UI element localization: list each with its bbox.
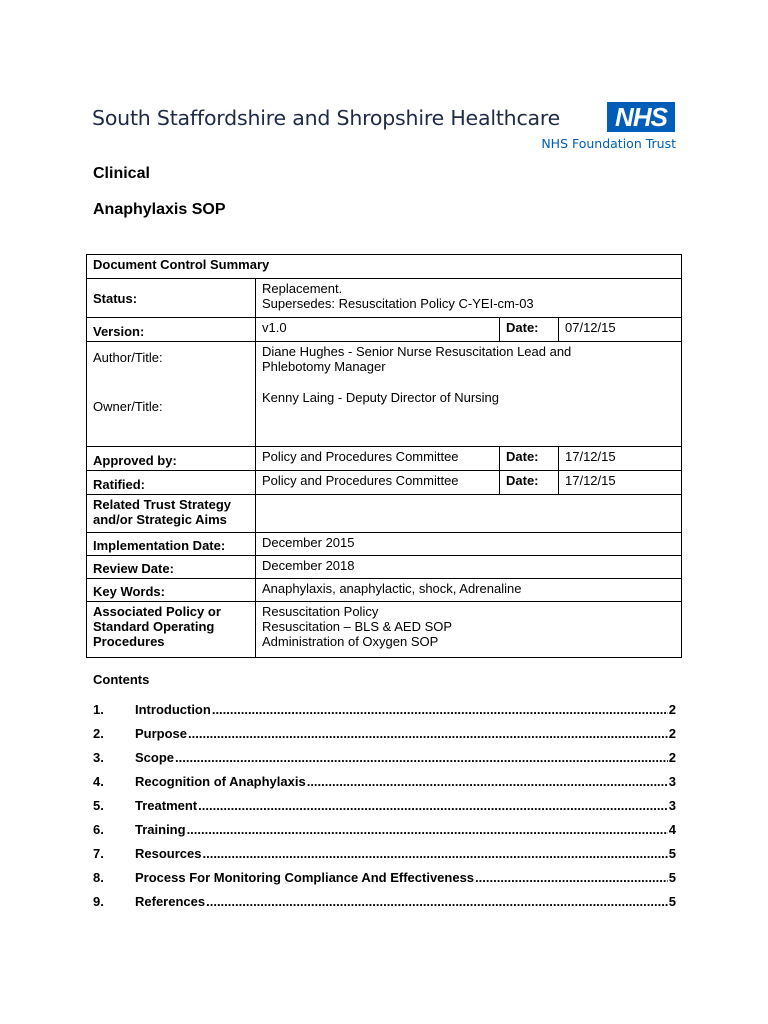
toc-leader — [187, 822, 668, 837]
toc-title: Purpose — [135, 726, 188, 741]
review-label: Review Date: — [87, 556, 256, 579]
control-heading: Document Control Summary — [87, 255, 682, 279]
approved-date-label: Date: — [500, 447, 559, 471]
approved-label: Approved by: — [87, 447, 256, 471]
toc-page: 2 — [668, 726, 676, 741]
toc-page: 3 — [668, 774, 676, 789]
toc-number: 1. — [93, 702, 104, 717]
toc-number: 9. — [93, 894, 104, 909]
status-value — [256, 279, 682, 318]
ratified-date-label: Date: — [500, 471, 559, 495]
approved-date-value: 17/12/15 — [559, 447, 682, 471]
toc-number: 7. — [93, 846, 104, 861]
toc-entry[interactable] — [93, 798, 676, 822]
toc-entry[interactable] — [93, 870, 676, 894]
table-of-contents — [93, 702, 676, 918]
author-owner-values — [256, 342, 682, 447]
approved-value: Policy and Procedures Committee — [256, 447, 500, 471]
toc-number: 6. — [93, 822, 104, 837]
toc-number: 3. — [93, 750, 104, 765]
document-header — [92, 98, 676, 158]
author-owner-labels — [87, 342, 256, 447]
toc-leader — [206, 894, 668, 909]
document-title: Anaphylaxis SOP — [93, 201, 226, 218]
trust-name: NHS Foundation Trust — [541, 136, 676, 151]
toc-number: 2. — [93, 726, 104, 741]
toc-number: 4. — [93, 774, 104, 789]
toc-page: 5 — [668, 870, 676, 885]
nhs-logo: NHS — [607, 102, 675, 132]
toc-title: Scope — [135, 750, 175, 765]
version-value: v1.0 — [256, 318, 500, 342]
associated-item: Administration of Oxygen SOP — [262, 634, 439, 649]
document-control-table — [86, 254, 682, 658]
toc-leader — [307, 774, 668, 789]
status-line-1: Replacement. — [262, 281, 343, 296]
toc-entry[interactable] — [93, 774, 676, 798]
toc-page: 2 — [668, 750, 676, 765]
status-label: Status: — [87, 279, 256, 318]
keywords-value: Anaphylaxis, anaphylactic, shock, Adrenaline — [256, 579, 682, 602]
toc-leader — [475, 870, 668, 885]
version-date-label: Date: — [500, 318, 559, 342]
toc-entry[interactable] — [93, 726, 676, 750]
document-category: Clinical — [93, 165, 150, 182]
toc-title: Training — [135, 822, 186, 837]
status-line-2: Supersedes: Resuscitation Policy C-YEI-cm-03 — [262, 296, 534, 311]
ratified-label: Ratified: — [87, 471, 256, 495]
strategy-value — [256, 495, 682, 533]
implementation-label: Implementation Date: — [87, 533, 256, 556]
toc-page: 2 — [668, 702, 676, 717]
toc-leader — [175, 750, 668, 765]
author-label: Author/Title: — [93, 350, 163, 365]
toc-entry[interactable] — [93, 702, 676, 726]
toc-title: Process For Monitoring Compliance And Effectiveness — [135, 870, 475, 885]
toc-entry[interactable] — [93, 822, 676, 846]
toc-title: Recognition of Anaphylaxis — [135, 774, 306, 789]
toc-title: References — [135, 894, 206, 909]
strategy-label: Related Trust Strategy and/or Strategic Aims — [87, 495, 256, 533]
toc-leader — [212, 702, 668, 717]
toc-leader — [202, 846, 667, 861]
toc-entry[interactable] — [93, 894, 676, 918]
toc-entry[interactable] — [93, 846, 676, 870]
contents-title: Contents — [93, 672, 150, 687]
toc-page: 5 — [668, 894, 676, 909]
associated-item: Resuscitation Policy — [262, 604, 379, 619]
toc-title: Introduction — [135, 702, 211, 717]
toc-page: 4 — [668, 822, 676, 837]
toc-number: 8. — [93, 870, 104, 885]
ratified-value: Policy and Procedures Committee — [256, 471, 500, 495]
toc-page: 5 — [668, 846, 676, 861]
organisation-name: South Staffordshire and Shropshire Healthcare — [92, 106, 561, 130]
toc-page: 3 — [668, 798, 676, 813]
associated-item: Resuscitation – BLS & AED SOP — [262, 619, 453, 634]
toc-leader — [198, 798, 668, 813]
toc-title: Resources — [135, 846, 202, 861]
keywords-label: Key Words: — [87, 579, 256, 602]
associated-values — [256, 602, 682, 658]
owner-value: Kenny Laing - Deputy Director of Nursing — [262, 390, 500, 405]
ratified-date-value: 17/12/15 — [559, 471, 682, 495]
version-date-value: 07/12/15 — [559, 318, 682, 342]
toc-number: 5. — [93, 798, 104, 813]
associated-label: Associated Policy or Standard Operating Procedures — [87, 602, 256, 658]
author-value: Diane Hughes - Senior Nurse Resuscitation Lead and Phlebotomy Manager — [262, 344, 572, 374]
toc-title: Treatment — [135, 798, 198, 813]
version-label: Version: — [87, 318, 256, 342]
toc-leader — [188, 726, 668, 741]
owner-label: Owner/Title: — [93, 399, 163, 414]
toc-entry[interactable] — [93, 750, 676, 774]
review-value: December 2018 — [256, 556, 682, 579]
implementation-value: December 2015 — [256, 533, 682, 556]
